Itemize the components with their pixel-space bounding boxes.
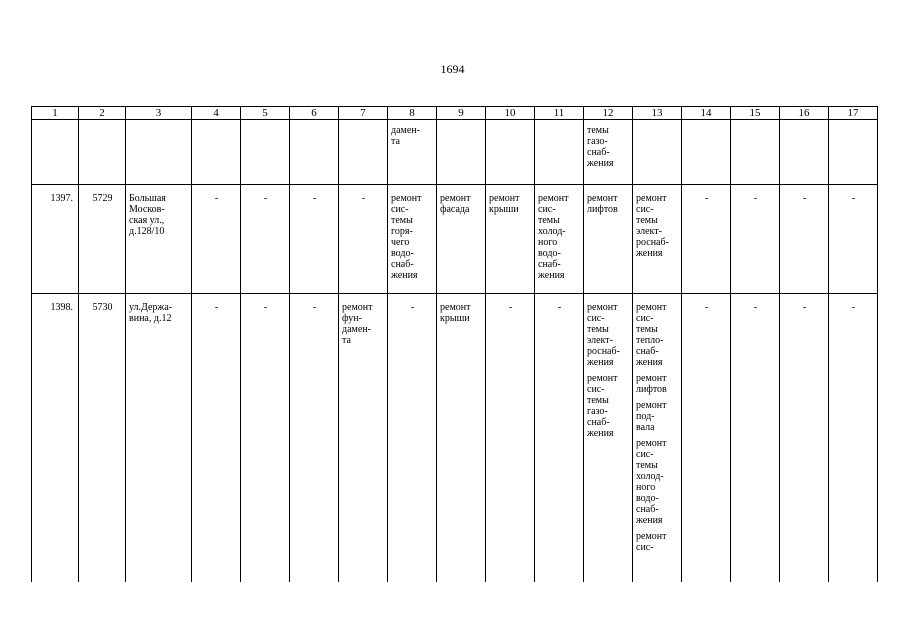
cell-row-number: 1397. <box>32 185 79 294</box>
cell-text-line: газо- <box>587 406 608 417</box>
cell-text-line: ремонт <box>636 302 667 313</box>
cell-work <box>584 294 633 583</box>
table-row-continuation <box>32 120 878 185</box>
cell-text-line: ремонт <box>342 302 373 313</box>
cell-work <box>339 294 388 583</box>
header-row <box>32 107 878 120</box>
cell-dash: - <box>339 185 388 294</box>
cell-text-line: та <box>391 136 400 147</box>
cell-text-line: жения <box>587 158 614 169</box>
cell-text-line: сис- <box>636 204 654 215</box>
cell-dash: - <box>731 185 780 294</box>
cell-work-foundation-cont <box>388 120 437 185</box>
cell-code: 5730 <box>79 294 126 583</box>
cell-empty <box>241 120 290 185</box>
cell-dash: - <box>192 185 241 294</box>
cell-text-line: ремонт <box>391 193 422 204</box>
cell-text-line: ного <box>538 237 558 248</box>
table-row <box>32 294 878 583</box>
work-item <box>636 438 679 526</box>
work-item <box>587 302 630 368</box>
cell-text-line: дамен- <box>342 324 371 335</box>
cell-text-line: элект- <box>636 226 662 237</box>
cell-text-line: ремонт <box>440 193 471 204</box>
column-header: 7 <box>339 107 388 120</box>
cell-text-line: ремонт <box>587 302 618 313</box>
cell-text-line: темы <box>538 215 560 226</box>
cell-text-line: темы <box>587 395 609 406</box>
cell-dash: - <box>780 185 829 294</box>
cell-empty <box>486 120 535 185</box>
cell-text-line: роснаб- <box>587 346 620 357</box>
cell-address <box>126 185 192 294</box>
cell-text-line: жения <box>636 515 663 526</box>
cell-dash: - <box>829 185 878 294</box>
cell-text-line: роснаб- <box>636 237 669 248</box>
cell-work <box>633 185 682 294</box>
cell-text-line: холод- <box>538 226 566 237</box>
cell-text-line: снаб- <box>587 417 610 428</box>
work-item <box>636 302 679 368</box>
cell-dash: - <box>388 294 437 583</box>
cell-text-line: д.128/10 <box>129 226 165 237</box>
cell-dash: - <box>290 294 339 583</box>
cell-dash: - <box>731 294 780 583</box>
cell-work <box>584 185 633 294</box>
column-header: 1 <box>32 107 79 120</box>
cell-work-gas-cont <box>584 120 633 185</box>
column-header: 15 <box>731 107 780 120</box>
cell-empty <box>437 120 486 185</box>
column-header: 6 <box>290 107 339 120</box>
cell-text-line: темы <box>587 125 609 136</box>
cell-dash: - <box>241 185 290 294</box>
cell-text-line: фасада <box>440 204 470 215</box>
cell-empty <box>32 120 79 185</box>
cell-text-line: сис- <box>636 449 654 460</box>
cell-text-line: жения <box>587 357 614 368</box>
cell-text-line: жения <box>391 270 418 281</box>
cell-text-line: сис- <box>636 542 654 553</box>
cell-text-line: ул.Держа- <box>129 302 173 313</box>
cell-text-line: ская ул., <box>129 215 165 226</box>
cell-text-line: крыши <box>440 313 470 324</box>
cell-empty <box>780 120 829 185</box>
work-item <box>587 373 630 439</box>
cell-text-line: ремонт <box>489 193 520 204</box>
column-header: 9 <box>437 107 486 120</box>
cell-text-line: снаб- <box>538 259 561 270</box>
cell-text-line: снаб- <box>391 259 414 270</box>
cell-text-line: водо- <box>636 493 659 504</box>
cell-address <box>126 294 192 583</box>
cell-empty <box>79 120 126 185</box>
cell-text-line: горя- <box>391 226 413 237</box>
cell-empty <box>192 120 241 185</box>
cell-dash: - <box>780 294 829 583</box>
column-header: 4 <box>192 107 241 120</box>
cell-empty <box>682 120 731 185</box>
cell-text-line: водо- <box>391 248 414 259</box>
cell-text-line: ремонт <box>587 373 618 384</box>
cell-dash: - <box>682 294 731 583</box>
column-header: 5 <box>241 107 290 120</box>
cell-empty <box>535 120 584 185</box>
cell-dash: - <box>192 294 241 583</box>
column-header: 14 <box>682 107 731 120</box>
cell-row-number: 1398. <box>32 294 79 583</box>
cell-text-line: вала <box>636 422 655 433</box>
cell-text-line: крыши <box>489 204 519 215</box>
cell-text-line: ремонт <box>636 438 667 449</box>
cell-work <box>535 185 584 294</box>
cell-empty <box>731 120 780 185</box>
cell-text-line: холод- <box>636 471 664 482</box>
cell-text-line: сис- <box>587 313 605 324</box>
cell-text-line: жения <box>636 357 663 368</box>
cell-text-line: сис- <box>538 204 556 215</box>
work-item <box>636 373 679 395</box>
cell-text-line: под- <box>636 411 655 422</box>
work-item <box>636 531 679 553</box>
cell-text-line: жения <box>538 270 565 281</box>
table-row <box>32 185 878 294</box>
cell-text-line: тепло- <box>636 335 664 346</box>
column-header: 3 <box>126 107 192 120</box>
cell-text-line: элект- <box>587 335 613 346</box>
cell-dash: - <box>682 185 731 294</box>
column-header: 8 <box>388 107 437 120</box>
cell-text-line: водо- <box>538 248 561 259</box>
cell-text-line: ремонт <box>636 373 667 384</box>
cell-text-line: снаб- <box>636 504 659 515</box>
cell-empty <box>290 120 339 185</box>
column-header: 16 <box>780 107 829 120</box>
cell-empty <box>126 120 192 185</box>
cell-work <box>486 185 535 294</box>
cell-dash: - <box>829 294 878 583</box>
cell-text-line: жения <box>587 428 614 439</box>
cell-text-line: ремонт <box>636 193 667 204</box>
cell-text-line: снаб- <box>587 147 610 158</box>
cell-text-line: та <box>342 335 351 346</box>
cell-text-line: лифтов <box>636 384 667 395</box>
cell-text-line: ного <box>636 482 656 493</box>
cell-empty <box>829 120 878 185</box>
cell-text-line: Большая <box>129 193 166 204</box>
cell-dash: - <box>290 185 339 294</box>
cell-text-line: снаб- <box>636 346 659 357</box>
cell-text-line: фун- <box>342 313 362 324</box>
cell-text-line: ремонт <box>538 193 569 204</box>
repair-schedule-table <box>31 106 878 582</box>
cell-work <box>437 185 486 294</box>
cell-text-line: ремонт <box>440 302 471 313</box>
cell-text-line: жения <box>636 248 663 259</box>
cell-text-line: Москов- <box>129 204 165 215</box>
column-header: 13 <box>633 107 682 120</box>
cell-code: 5729 <box>79 185 126 294</box>
work-item <box>636 400 679 433</box>
column-header: 2 <box>79 107 126 120</box>
cell-work <box>388 185 437 294</box>
cell-text-line: темы <box>636 215 658 226</box>
column-header: 11 <box>535 107 584 120</box>
cell-text-line: ремонт <box>636 531 667 542</box>
cell-empty <box>633 120 682 185</box>
cell-text-line: темы <box>391 215 413 226</box>
column-header: 12 <box>584 107 633 120</box>
column-header: 17 <box>829 107 878 120</box>
cell-text-line: темы <box>636 460 658 471</box>
cell-text-line: ремонт <box>587 193 618 204</box>
cell-text-line: вина, д.12 <box>129 313 172 324</box>
cell-empty <box>339 120 388 185</box>
cell-text-line: сис- <box>391 204 409 215</box>
column-header: 10 <box>486 107 535 120</box>
cell-text-line: дамен- <box>391 125 420 136</box>
cell-dash: - <box>486 294 535 583</box>
cell-text-line: сис- <box>587 384 605 395</box>
page-number: 1694 <box>440 62 465 76</box>
cell-dash: - <box>535 294 584 583</box>
cell-text-line: сис- <box>636 313 654 324</box>
cell-text-line: ремонт <box>636 400 667 411</box>
cell-text-line: темы <box>636 324 658 335</box>
cell-dash: - <box>241 294 290 583</box>
cell-text-line: чего <box>391 237 410 248</box>
cell-text-line: темы <box>587 324 609 335</box>
cell-text-line: газо- <box>587 136 608 147</box>
cell-text-line: лифтов <box>587 204 618 215</box>
cell-work <box>437 294 486 583</box>
cell-work <box>633 294 682 583</box>
